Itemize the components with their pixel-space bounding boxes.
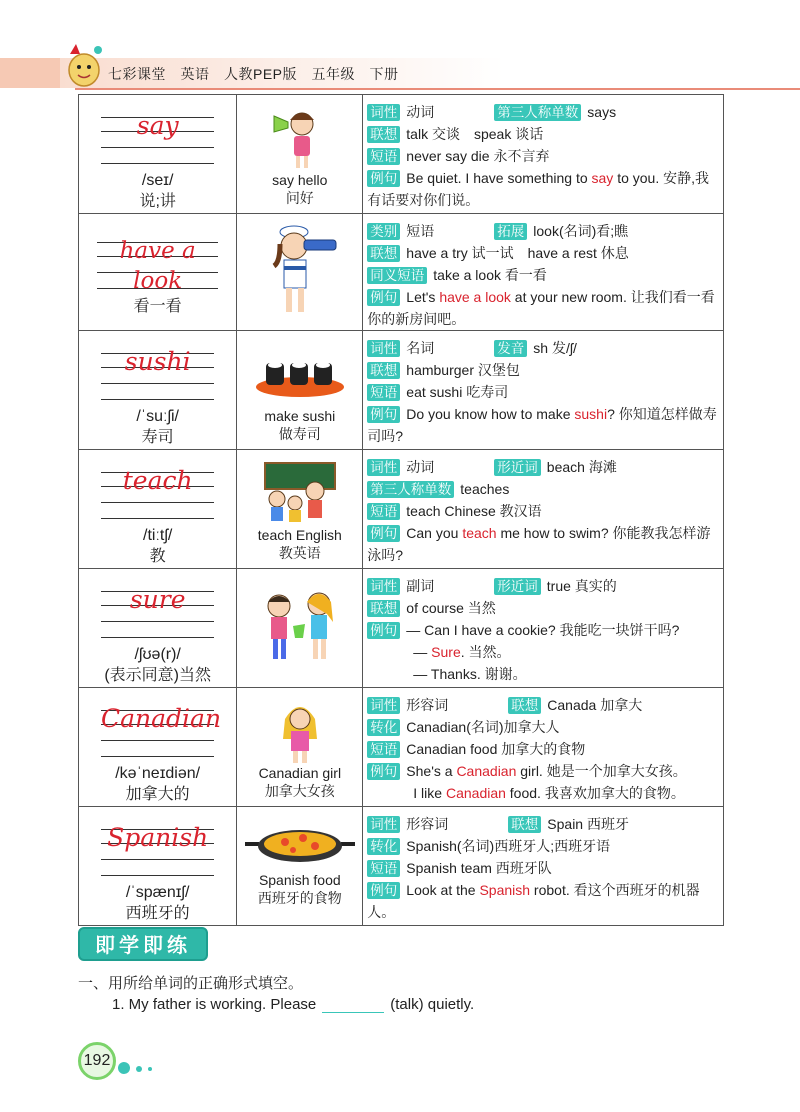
example-highlight: Canadian xyxy=(445,785,506,801)
tag-label: 转化 xyxy=(367,719,400,736)
picture-caption-en: say hello xyxy=(272,172,328,188)
decor-dot xyxy=(148,1067,152,1071)
answer-blank[interactable] xyxy=(322,998,384,1013)
info-cell xyxy=(363,807,724,926)
word-cell xyxy=(79,450,237,569)
example-text: food. 我喜欢加拿大的食物。 xyxy=(505,785,685,801)
phonetic: /seɪ/ xyxy=(141,172,174,189)
tag-label: 联想 xyxy=(367,245,400,262)
table-row xyxy=(79,214,724,331)
info-value: have a try 试一试 have a rest 休息 xyxy=(406,245,629,261)
picture-caption-en: make sushi xyxy=(264,408,336,424)
tag-label: 例句 xyxy=(367,406,400,423)
example-highlight: have a look xyxy=(439,289,511,305)
vocab-word: Canadian xyxy=(101,704,222,733)
example-text: . 当然。 xyxy=(460,644,511,660)
info-cell xyxy=(363,331,724,450)
tag-label: 短语 xyxy=(367,384,400,401)
picture-caption-zh: 加拿大女孩 xyxy=(264,783,335,799)
tag-label: 短语 xyxy=(367,148,400,165)
example-highlight: say xyxy=(591,170,614,186)
exercise-question-1 xyxy=(112,996,474,1013)
picture-cell xyxy=(237,214,363,331)
teacher-class-illustration xyxy=(237,460,362,526)
table-row xyxy=(79,688,724,807)
info-value: hamburger 汉堡包 xyxy=(406,362,520,378)
example-text: at your new room. 让我们看一看你的新房间吧。 xyxy=(367,289,715,327)
mascot-icon xyxy=(60,40,108,88)
tag-label: 词性 xyxy=(367,340,400,357)
example-text: to you. 安静,我有话要对你们说。 xyxy=(367,170,710,208)
decor-dot xyxy=(136,1066,142,1072)
info-value: 名词 xyxy=(406,340,435,356)
tag-label: 例句 xyxy=(367,289,400,306)
meaning: 教 xyxy=(149,548,166,565)
meaning: 看一看 xyxy=(133,298,182,315)
picture-caption-en: teach English xyxy=(257,527,342,543)
tag-label: 形近词 xyxy=(494,459,541,476)
tag-label: 例句 xyxy=(367,525,400,542)
vocab-word: Spanish xyxy=(107,823,209,852)
picture-caption-en: Spanish food xyxy=(258,872,341,888)
word-cell xyxy=(79,95,237,214)
picture-cell xyxy=(237,807,363,926)
example-text: robot. 看这个西班牙的机器人。 xyxy=(367,882,700,920)
table-row xyxy=(79,331,724,450)
vocab-word: sushi xyxy=(124,347,191,376)
kids-sharing-illustration xyxy=(237,581,362,671)
info-value: of course 当然 xyxy=(406,600,496,616)
info-value: says xyxy=(587,104,617,120)
info-value: talk 交谈 speak 谈话 xyxy=(406,126,544,142)
tag-label: 第三人称单数 xyxy=(367,481,454,498)
info-value: teach Chinese 教汉语 xyxy=(406,503,542,519)
vocab-word: sure xyxy=(129,585,186,614)
example-text: girl. 她是一个加拿大女孩。 xyxy=(516,763,687,779)
info-value: 形容词 xyxy=(406,816,449,832)
info-cell xyxy=(363,450,724,569)
info-value: Canadian(名词)加拿大人 xyxy=(406,719,560,735)
info-value: Spanish team 西班牙队 xyxy=(406,860,552,876)
example-highlight: Canadian xyxy=(456,763,517,779)
header-divider xyxy=(75,88,800,90)
example-text: I like xyxy=(413,785,446,801)
tag-label: 联想 xyxy=(367,126,400,143)
example-text: — Can I have a cookie? 我能吃一块饼干吗? xyxy=(406,622,680,638)
info-value: Canadian food 加拿大的食物 xyxy=(406,741,586,757)
example-text: ? 你知道怎样做寿司吗? xyxy=(367,406,717,444)
phonetic: /kəˈneɪdiən/ xyxy=(115,765,201,782)
picture-caption-zh: 教英语 xyxy=(278,545,321,561)
vocabulary-table xyxy=(78,94,724,926)
example-text: me how to swim? 你能教我怎样游泳吗? xyxy=(367,525,711,563)
meaning: 加拿大的 xyxy=(125,786,190,803)
example-text: She's a xyxy=(406,763,457,779)
tag-label: 词性 xyxy=(367,816,400,833)
tag-label: 词性 xyxy=(367,459,400,476)
example-highlight: Sure xyxy=(431,644,461,660)
question-text: (talk) quietly. xyxy=(390,996,475,1013)
example-text: — Thanks. 谢谢。 xyxy=(413,666,527,682)
tag-label: 短语 xyxy=(367,860,400,877)
example-highlight: sushi xyxy=(574,406,608,422)
table-row xyxy=(79,807,724,926)
info-value: eat sushi 吃寿司 xyxy=(406,384,509,400)
table-row xyxy=(79,569,724,688)
vocab-word: have a look xyxy=(119,238,196,294)
phonetic: /ʃʊə(r)/ xyxy=(134,646,181,663)
picture-caption-en: Canadian girl xyxy=(258,765,342,781)
tag-label: 转化 xyxy=(367,838,400,855)
picture-cell xyxy=(237,450,363,569)
tag-label: 联想 xyxy=(367,362,400,379)
tag-label: 词性 xyxy=(367,104,400,121)
tag-label: 例句 xyxy=(367,763,400,780)
info-value: 形容词 xyxy=(406,697,449,713)
girl-megaphone-illustration xyxy=(237,105,362,171)
info-value: beach 海滩 xyxy=(546,459,617,475)
word-cell xyxy=(79,688,237,807)
table-row xyxy=(79,95,724,214)
example-text: Be quiet. I have something to xyxy=(406,170,592,186)
practice-badge: 即学即练 xyxy=(78,927,208,961)
page-number: 192 xyxy=(78,1042,116,1080)
picture-cell xyxy=(237,331,363,450)
tag-label: 短语 xyxy=(367,741,400,758)
word-cell xyxy=(79,331,237,450)
example-text: Look at the xyxy=(406,882,480,898)
header-title: 七彩课堂 英语 人教PEP版 五年级 下册 xyxy=(108,66,399,82)
tag-label: 拓展 xyxy=(494,223,527,240)
phonetic: /ˈspænɪʃ/ xyxy=(125,884,190,901)
tag-label: 同义短语 xyxy=(367,267,427,284)
example-highlight: teach xyxy=(462,525,497,541)
table-row xyxy=(79,450,724,569)
example-highlight: Spanish xyxy=(479,882,531,898)
tag-label: 联想 xyxy=(508,697,541,714)
word-cell xyxy=(79,807,237,926)
info-cell xyxy=(363,569,724,688)
picture-cell xyxy=(237,688,363,807)
girl-telescope-illustration xyxy=(237,220,362,320)
info-value: 副词 xyxy=(406,578,435,594)
tag-label: 词性 xyxy=(367,697,400,714)
example-text: — xyxy=(413,644,432,660)
tag-label: 例句 xyxy=(367,622,400,639)
meaning: 说;讲 xyxy=(139,193,176,210)
info-value: Spanish(名词)西班牙人;西班牙语 xyxy=(406,838,611,854)
info-value: Canada 加拿大 xyxy=(547,697,643,713)
info-value: look(名词)看;瞧 xyxy=(533,223,629,239)
tag-label: 例句 xyxy=(367,882,400,899)
tag-label: 词性 xyxy=(367,578,400,595)
phonetic: /ˈsuːʃi/ xyxy=(136,408,179,425)
question-text: 1. My father is working. Please xyxy=(112,996,317,1013)
canadian-girl-illustration xyxy=(237,698,362,764)
phonetic: /tiːtʃ/ xyxy=(143,527,173,544)
info-value: sh 发/ʃ/ xyxy=(533,340,577,356)
paella-pan-illustration xyxy=(237,821,362,871)
vocab-word: teach xyxy=(122,466,193,495)
sushi-plate-illustration xyxy=(237,341,362,407)
info-cell xyxy=(363,95,724,214)
info-value: Spain 西班牙 xyxy=(547,816,629,832)
word-cell xyxy=(79,214,237,331)
picture-caption-zh: 问好 xyxy=(285,190,314,206)
picture-cell xyxy=(237,569,363,688)
info-value: take a look 看一看 xyxy=(433,267,547,283)
decor-dot xyxy=(118,1062,130,1074)
tag-label: 发音 xyxy=(494,340,527,357)
example-text: Let's xyxy=(406,289,440,305)
meaning: 寿司 xyxy=(141,429,174,446)
tag-label: 短语 xyxy=(367,503,400,520)
picture-caption-zh: 做寿司 xyxy=(278,426,321,442)
example-text: Can you xyxy=(406,525,463,541)
info-cell xyxy=(363,688,724,807)
tag-label: 例句 xyxy=(367,170,400,187)
info-value: never say die 永不言弃 xyxy=(406,148,550,164)
meaning: (表示同意)当然 xyxy=(104,667,211,684)
tag-label: 第三人称单数 xyxy=(494,104,581,121)
info-value: teaches xyxy=(460,481,510,497)
info-value: 动词 xyxy=(406,104,435,120)
example-text: Do you know how to make xyxy=(406,406,575,422)
tag-label: 形近词 xyxy=(494,578,541,595)
picture-cell xyxy=(237,95,363,214)
tag-label: 联想 xyxy=(367,600,400,617)
info-value: true 真实的 xyxy=(546,578,617,594)
word-cell xyxy=(79,569,237,688)
picture-caption-zh: 西班牙的食物 xyxy=(257,890,342,906)
exercise-section-title: 一、用所给单词的正确形式填空。 xyxy=(78,975,304,992)
vocab-word: say xyxy=(136,111,179,140)
info-value: 短语 xyxy=(406,223,435,239)
meaning: 西班牙的 xyxy=(125,905,190,922)
tag-label: 联想 xyxy=(508,816,541,833)
tag-label: 类别 xyxy=(367,223,400,240)
info-cell xyxy=(363,214,724,331)
info-value: 动词 xyxy=(406,459,435,475)
